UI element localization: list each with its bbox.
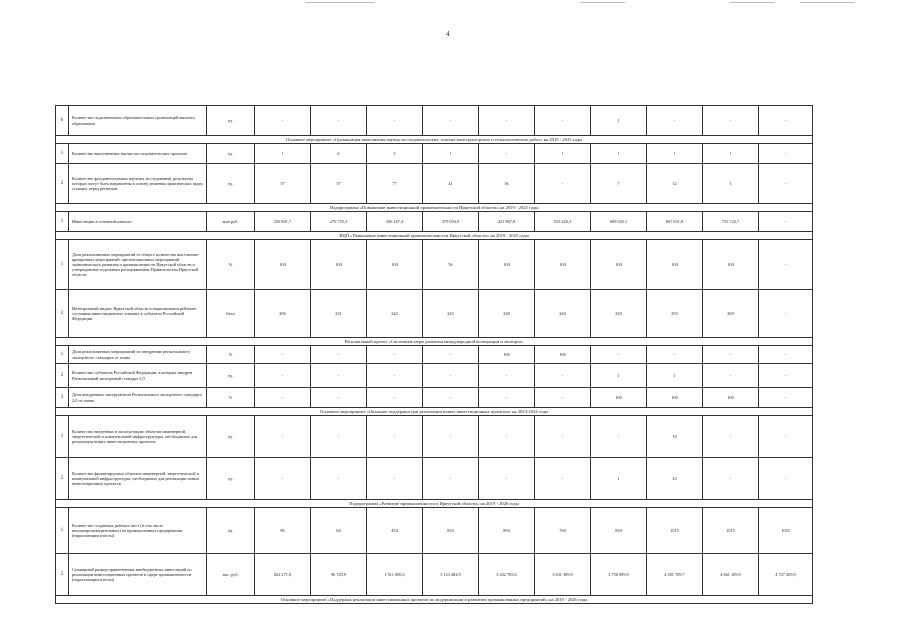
value-cell: 379 094,9 (423, 212, 479, 232)
unit-cell: ед. (207, 164, 255, 204)
value-cell: - (423, 364, 479, 388)
value-cell: - (535, 164, 591, 204)
value-cell: - (255, 364, 311, 388)
value-cell: - (703, 364, 759, 388)
value-cell: 36 (479, 164, 535, 204)
value-cell: - (703, 346, 759, 364)
value-cell: - (591, 346, 647, 364)
section-header-row (56, 136, 813, 144)
indicator-name: Суммарный размер привлеченных внебюджетных инвестиций по реализации инвестиционных проектов в сфере промышленности (нарастающим итогом) (69, 554, 207, 596)
table-row (56, 346, 813, 364)
table-row (56, 240, 813, 290)
value-cell: 1 (535, 144, 591, 164)
value-cell: - (255, 388, 311, 408)
section-title: Подпрограмма «Повышение инвестиционной привлекательности Иркутской области» на 2019 - 2025 годы (56, 204, 813, 212)
value-cell: 100 (591, 240, 647, 290)
section-header-row (56, 232, 813, 240)
table-row (56, 106, 813, 136)
table-row (56, 164, 813, 204)
value-cell: - (479, 364, 535, 388)
value-cell: 100 (535, 240, 591, 290)
value-cell: - (311, 346, 367, 364)
indicator-name: Количество финансируемых объектов инженерной, энергетической и коммунальной инфраструктуры, необходимых для реализации новых инвестиционных проектов (69, 458, 207, 500)
value-cell: 753 722,7 (703, 212, 759, 232)
indicator-name: Количество созданных рабочих мест (в том числе высокопроизводительных) на промышленных предприятиях (нарастающим итогом) (69, 508, 207, 554)
value-cell: 100 (647, 388, 703, 408)
value-cell: 3 202 765,6 (479, 554, 535, 596)
value-cell: 250 (591, 290, 647, 338)
indicator-name: Доля реализованных мероприятий от общего количества выставочно-ярмарочных мероприятий, презентационных мероприятий экономического развития и промышленности Иркутской области и утвержденных отдельным распоряжением Правительства Иркутской области (69, 240, 207, 290)
value-cell: 245 (423, 290, 479, 338)
value-cell: 760 (535, 508, 591, 554)
table-row (56, 416, 813, 458)
value-cell: 1 (255, 144, 311, 164)
value-cell: 3 756 099,9 (591, 554, 647, 596)
value-cell: - (759, 212, 813, 232)
value-cell: 1 (647, 144, 703, 164)
value-cell: - (703, 106, 759, 136)
indicator-name: Количество выполненных научно-исследовательских проектов (69, 144, 207, 164)
value-cell: 1015 (703, 508, 759, 554)
section-title: Основное мероприятие «Поддержка реализации инвестиционных проектов по модернизации и развитию промышленных предприятий» на 2019 - 2026 годы (56, 596, 813, 604)
value-cell: 454 (367, 508, 423, 554)
table-row (56, 554, 813, 596)
value-cell: 1 911 000,0 (367, 554, 423, 596)
indicator-name: Количество субъектов Российской Федерации, в которых внедрен Региональный экспортный стандарт 2.0 (69, 364, 207, 388)
value-cell: - (759, 346, 813, 364)
value-cell: - (255, 346, 311, 364)
value-cell: 894 (479, 508, 535, 554)
indicator-name: Интегральный индекс Иркутской области в национальном рейтинге состояния инвестиционного климата в субъектах Российской Федерации (69, 290, 207, 338)
value-cell: 100 (255, 240, 311, 290)
value-cell: 41 (423, 164, 479, 204)
value-cell: - (255, 458, 311, 500)
value-cell: 1015 (647, 508, 703, 554)
unit-cell: ед. (207, 416, 255, 458)
value-cell: - (423, 458, 479, 500)
value-cell: - (311, 106, 367, 136)
table-row (56, 458, 813, 500)
value-cell: 100 (535, 346, 591, 364)
value-cell: - (479, 106, 535, 136)
unit-cell: ед. (207, 144, 255, 164)
value-cell: - (759, 364, 813, 388)
value-cell: 37 (255, 164, 311, 204)
indicators-table (55, 105, 813, 604)
unit-cell: млн руб. (207, 212, 255, 232)
row-number: 1 (56, 416, 69, 458)
page-number: 4 (446, 30, 450, 38)
value-cell: 77 (367, 164, 423, 204)
value-cell: 346 167,4 (367, 212, 423, 232)
unit-cell: % (207, 346, 255, 364)
value-cell: - (367, 416, 423, 458)
value-cell: - (367, 364, 423, 388)
value-cell: 238 (479, 290, 535, 338)
value-cell: - (255, 106, 311, 136)
value-cell: 100 (647, 240, 703, 290)
value-cell: 18 (647, 416, 703, 458)
value-cell: - (759, 416, 813, 458)
indicator-name: Инвестиции в основной капитал (69, 212, 207, 232)
value-cell: 100 (479, 240, 535, 290)
section-title: ВЦП «Повышение инвестиционной привлекательности Иркутской области» на 2019 - 2025 годы (56, 232, 813, 240)
value-cell: 100 (703, 240, 759, 290)
section-title: Региональный проект «Системные меры развития международной кооперации и экспорта» (56, 338, 813, 346)
value-cell: - (759, 164, 813, 204)
unit-cell: ед. (207, 458, 255, 500)
value-cell: 23 (647, 458, 703, 500)
value-cell: 255 (647, 290, 703, 338)
value-cell: 1 (703, 144, 759, 164)
value-cell: 96 729,9 (311, 554, 367, 596)
row-number: 1 (56, 212, 69, 232)
value-cell: 3 631 389,9 (535, 554, 591, 596)
value-cell: - (759, 144, 813, 164)
row-number: 2 (56, 164, 69, 204)
value-cell: - (367, 346, 423, 364)
indicator-name: Доля реализованных мероприятий по внедрению регионального экспортного стандарта от плана (69, 346, 207, 364)
unit-cell: % (207, 388, 255, 408)
value-cell: 4 661 109,9 (703, 554, 759, 596)
row-number: 2 (56, 554, 69, 596)
value-cell: - (759, 458, 813, 500)
scan-top-edge (305, 2, 375, 3)
value-cell: 6 (311, 144, 367, 164)
value-cell: 100 (367, 240, 423, 290)
value-cell: 260 (703, 290, 759, 338)
table-row (56, 212, 813, 232)
value-cell: 555 420,3 (535, 212, 591, 232)
value-cell: - (311, 416, 367, 458)
value-cell: 231 (311, 290, 367, 338)
value-cell: 1 (591, 364, 647, 388)
unit-cell: % (207, 240, 255, 290)
table-row (56, 290, 813, 338)
value-cell: 609 043,1 (591, 212, 647, 232)
section-header-row (56, 204, 813, 212)
section-header-row (56, 596, 813, 604)
value-cell: - (647, 346, 703, 364)
row-number: 1 (56, 346, 69, 364)
value-cell: 100 (311, 240, 367, 290)
section-header-row (56, 408, 813, 416)
value-cell: 1 (591, 458, 647, 500)
value-cell: - (423, 388, 479, 408)
value-cell: 12 (647, 164, 703, 204)
value-cell: 100 (479, 346, 535, 364)
value-cell: - (311, 364, 367, 388)
value-cell: 100 (703, 388, 759, 408)
unit-cell: тыс. руб. (207, 554, 255, 596)
scan-top-edge (580, 2, 625, 3)
row-number: 2 (56, 290, 69, 338)
value-cell: - (423, 416, 479, 458)
section-header-row (56, 338, 813, 346)
value-cell: 833 (423, 508, 479, 554)
table-row (56, 364, 813, 388)
value-cell: 4 581 709,7 (647, 554, 703, 596)
unit-cell: ед. (207, 106, 255, 136)
scan-top-edge (800, 2, 855, 3)
value-cell: 1 (591, 106, 647, 136)
value-cell: - (367, 458, 423, 500)
value-cell: - (367, 106, 423, 136)
section-title: Подпрограмма «Развитие промышленности в Иркутской области» на 2019 - 2026 годы (56, 500, 813, 508)
value-cell: - (759, 388, 813, 408)
value-cell: 86 (255, 508, 311, 554)
value-cell: 242 (367, 290, 423, 338)
value-cell: 5 (367, 144, 423, 164)
value-cell: 421 867,8 (479, 212, 535, 232)
value-cell: - (479, 458, 535, 500)
value-cell: - (479, 416, 535, 458)
value-cell: 830 (591, 508, 647, 554)
value-cell: - (703, 458, 759, 500)
value-cell: 3 123 484,9 (423, 554, 479, 596)
value-cell: 1 (423, 144, 479, 164)
value-cell: 3 (703, 164, 759, 204)
value-cell: 7 (591, 164, 647, 204)
row-number: 2 (56, 458, 69, 500)
value-cell: 1 (591, 144, 647, 164)
table-row (56, 144, 813, 164)
value-cell: 667 651,8 (647, 212, 703, 232)
unit-cell: ед. (207, 508, 255, 554)
value-cell: 1 (647, 364, 703, 388)
value-cell: 1055 (759, 508, 813, 554)
value-cell: - (535, 106, 591, 136)
value-cell: - (535, 458, 591, 500)
value-cell: - (423, 346, 479, 364)
value-cell: - (479, 144, 535, 164)
value-cell: - (535, 388, 591, 408)
scan-top-edge (730, 2, 775, 3)
value-cell: 276 755,3 (311, 212, 367, 232)
value-cell: - (759, 106, 813, 136)
value-cell: - (647, 106, 703, 136)
value-cell: - (535, 364, 591, 388)
indicator-name: Доля внедренных инструментов Регионального экспортного стандарта 2.0 от плана (69, 388, 207, 408)
row-number: 2 (56, 364, 69, 388)
table-row (56, 388, 813, 408)
indicator-name: Количество фундаментальных научных исследований, результаты которых могут быть направлены в основу решения практических задач, стоящих перед регионом (69, 164, 207, 204)
row-number: 1 (56, 144, 69, 164)
row-number: 1 (56, 240, 69, 290)
section-title: Основное мероприятие «Организация выполнения научно-исследовательских, опытно-конструкторских и технологических работ» на 2019 - 2025 годы (56, 136, 813, 144)
value-cell: 100 (591, 388, 647, 408)
indicator-name: Количество введенных в эксплуатацию объектов инженерной, энергетической и коммунальной инфраструктуры, необходимых для реализации новых инвестиционных проектов (69, 416, 207, 458)
value-cell: - (759, 290, 813, 338)
value-cell: - (255, 416, 311, 458)
value-cell: - (703, 416, 759, 458)
value-cell: - (591, 416, 647, 458)
unit-cell: ед. (207, 364, 255, 388)
value-cell: - (311, 388, 367, 408)
value-cell: 240 (535, 290, 591, 338)
value-cell: 37 (311, 164, 367, 204)
value-cell: - (423, 106, 479, 136)
value-cell: 262 271,8 (255, 554, 311, 596)
value-cell: - (759, 240, 813, 290)
value-cell: - (479, 388, 535, 408)
unit-cell: балл (207, 290, 255, 338)
value-cell: 206 (255, 290, 311, 338)
indicator-name: Количество подключенных образовательных организаций высшего образования (69, 106, 207, 136)
section-title: Основное мероприятие «Оказание поддержки при реализации новых инвестиционных проектов» на 2023-2024 годы (56, 408, 813, 416)
value-cell: 256 801,7 (255, 212, 311, 232)
value-cell: 4 727 209,9 (759, 554, 813, 596)
value-cell: - (535, 416, 591, 458)
value-cell: 56 (423, 240, 479, 290)
row-number: 3 (56, 388, 69, 408)
section-header-row (56, 500, 813, 508)
value-cell: - (367, 388, 423, 408)
row-number: 6 (56, 106, 69, 136)
row-number: 1 (56, 508, 69, 554)
value-cell: - (311, 458, 367, 500)
value-cell: 64 (311, 508, 367, 554)
table-row (56, 508, 813, 554)
